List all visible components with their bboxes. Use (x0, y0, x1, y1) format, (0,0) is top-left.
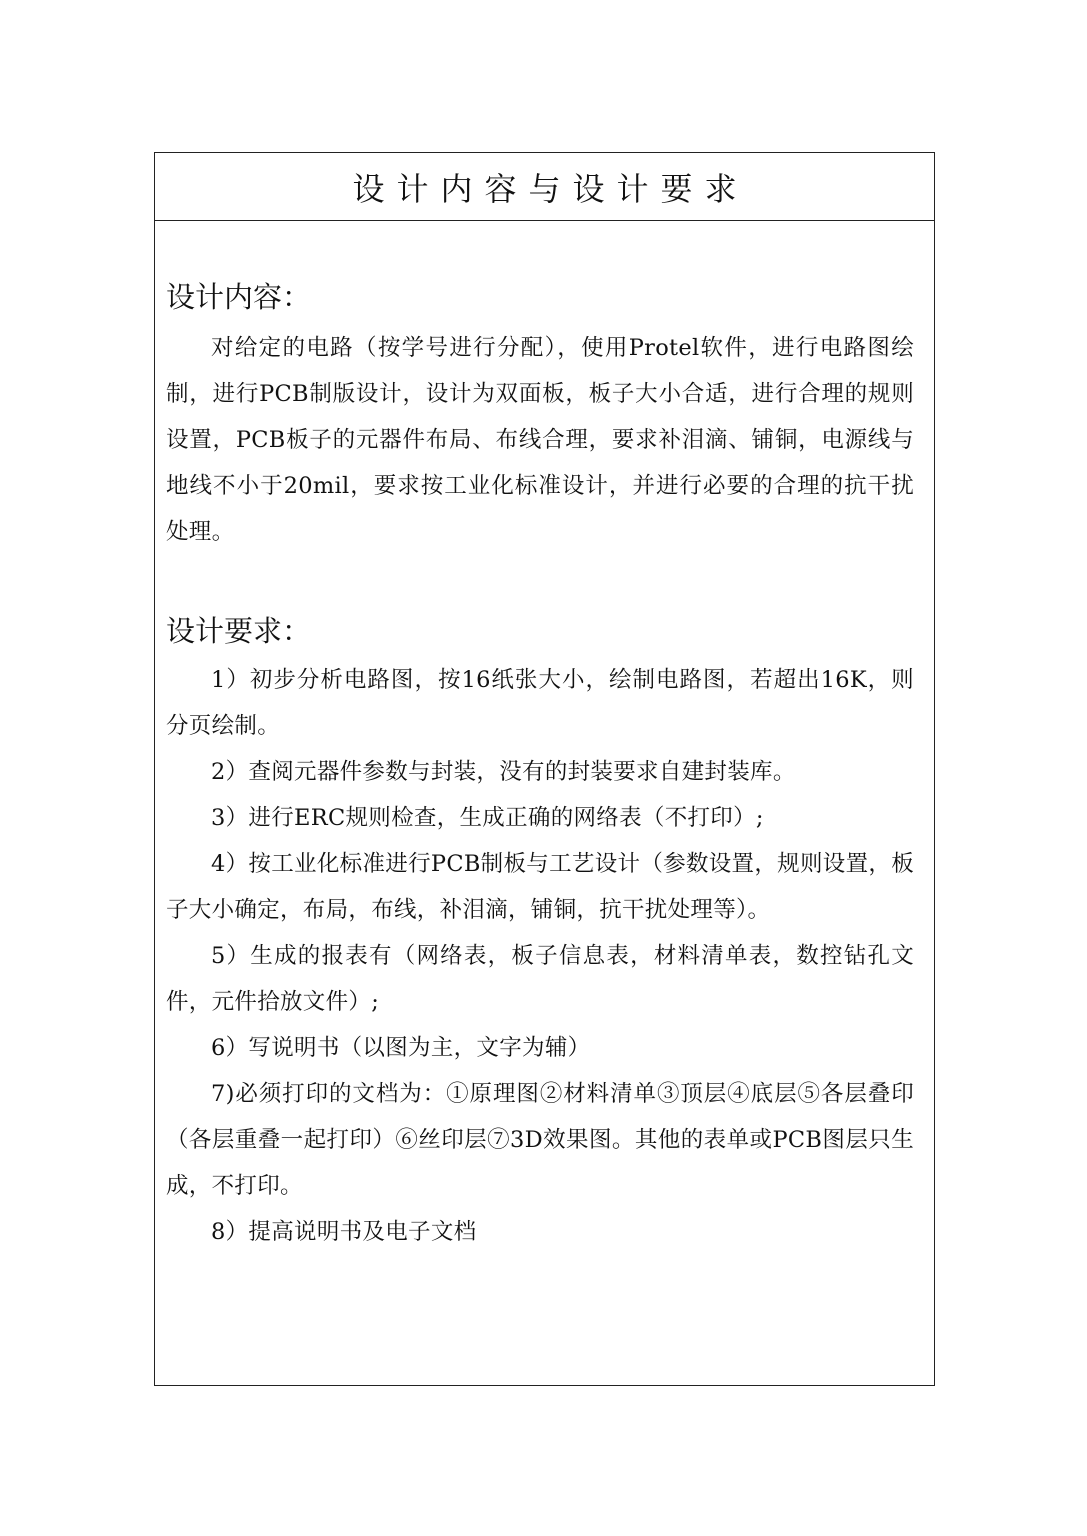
requirement-item: 1）初步分析电路图，按16纸张大小，绘制电路图，若超出16K，则分页绘制。 (166, 667, 914, 739)
requirement-item: 6）写说明书（以图为主，文字为辅） (211, 1035, 591, 1061)
requirement-item: 3）进行ERC规则检查，生成正确的网络表（不打印）; (211, 805, 764, 831)
content-cell (166, 221, 914, 1255)
document-title: 设计内容与设计要求 (352, 169, 749, 208)
content-heading: 设计内容： (166, 280, 312, 314)
requirement-item: 2）查阅元器件参数与封装，没有的封装要求自建封装库。 (211, 759, 796, 785)
document-table (154, 152, 935, 1386)
requirement-item: 7)必须打印的文档为：①原理图②材料清单③顶层④底层⑤各层叠印（各层重叠一起打印）⑥丝印层⑦3D效果图。其他的表单或PCB图层只生成，不打印。 (166, 1081, 914, 1199)
requirements-list (166, 657, 914, 1255)
content-paragraph: 对给定的电路（按学号进行分配），使用Protel软件，进行电路图绘制，进行PCB制版设计，设计为双面板，板子大小合适，进行合理的规则设置，PCB板子的元器件布局、布线合理，要求补泪滴、铺铜，电源线与地线不小于20mil，要求按工业化标准设计，并进行必要的合理的抗干扰处理。 (166, 335, 914, 545)
requirement-item: 4）按工业化标准进行PCB制板与工艺设计（参数设置，规则设置，板子大小确定，布局，布线，补泪滴，铺铜，抗干扰处理等）。 (166, 851, 914, 923)
requirement-item: 5）生成的报表有（网络表，板子信息表，材料清单表，数控钻孔文件，元件拾放文件）; (166, 943, 914, 1015)
title-cell (155, 153, 934, 221)
requirement-item: 8）提高说明书及电子文档 (211, 1219, 477, 1245)
requirements-heading: 设计要求： (166, 614, 312, 648)
